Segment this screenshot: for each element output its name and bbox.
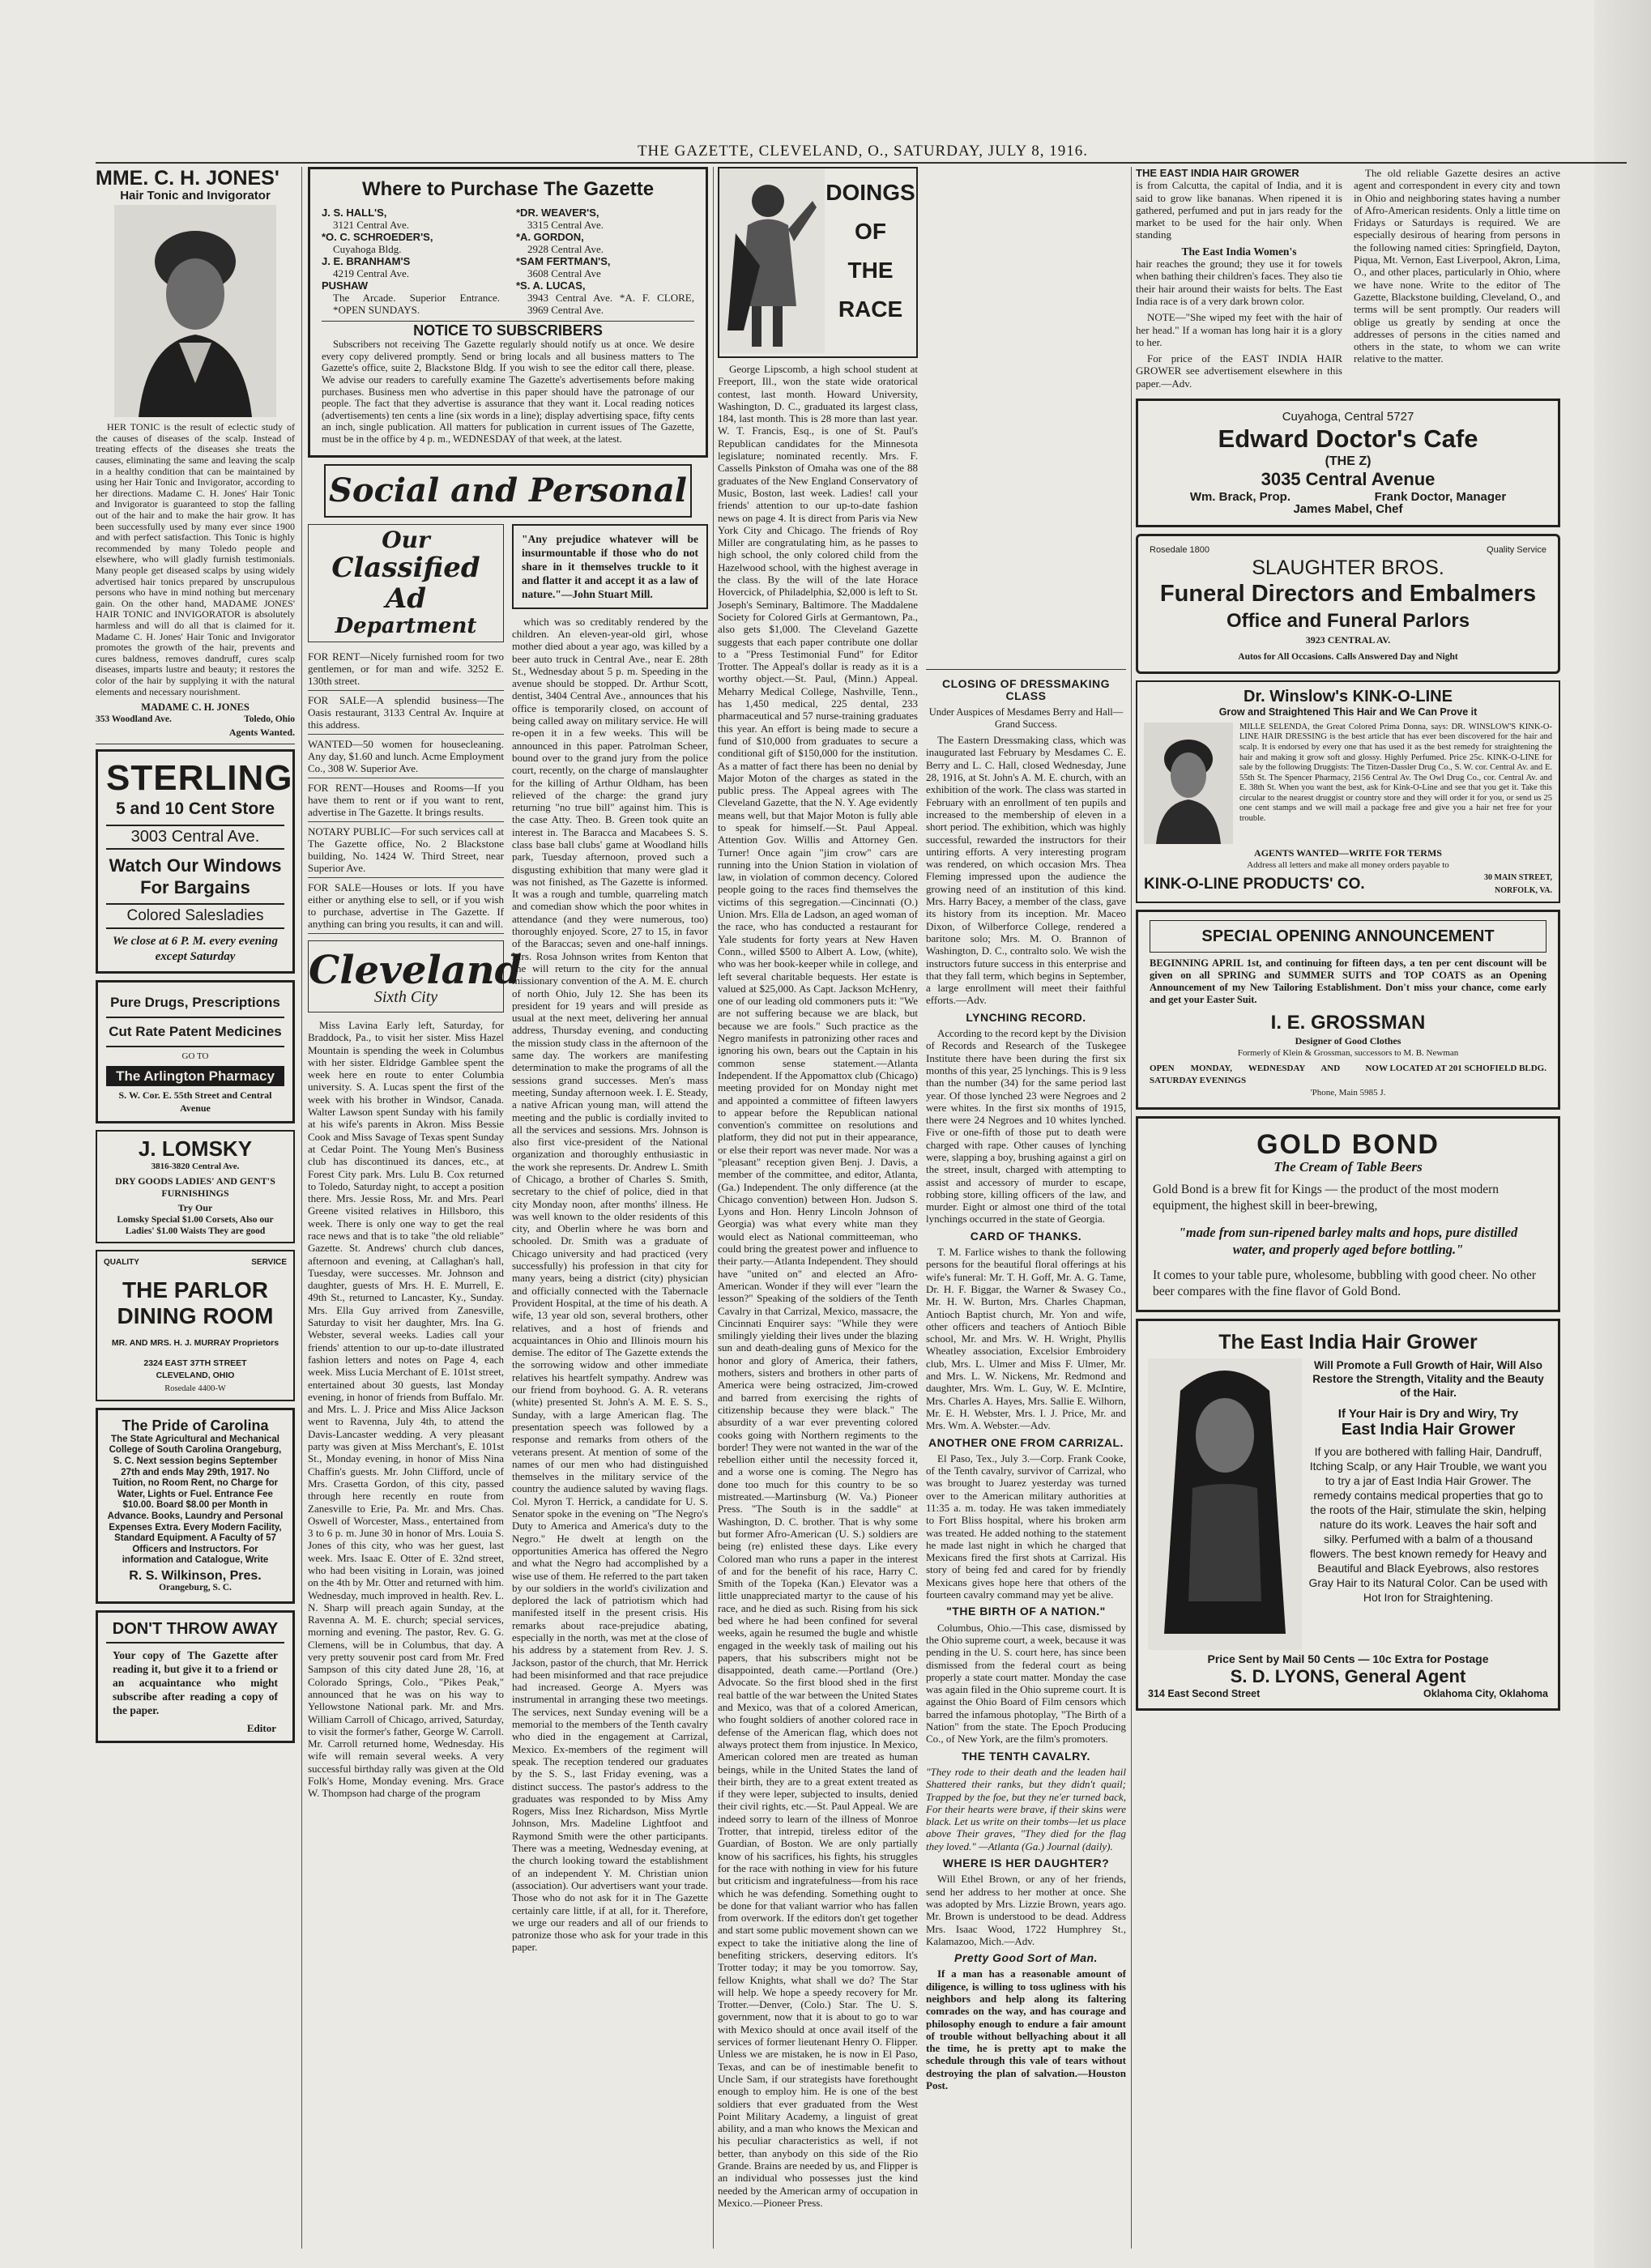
column-5 — [1136, 167, 1560, 2249]
carolina-city: Orangeburg, S. C. — [159, 1583, 232, 1593]
lynching-title: LYNCHING RECORD. — [966, 1010, 1086, 1024]
social-col3-body: which was so creditably rendered by the children. An eleven-year-old girl, whose mother died about a year ago, was killed by a beer auto truck in Central Ave., near E. 28th St., Wednesday about 5 p. m. Speeding in the avenue should be stopped. Dr. Arthur Scott, dentist, 3404 Central Ave., announces that his office is temporarily closed, on account of being called away on military service. He will re-open it in a few weeks. This will be announced in this paper. Patrolman Scheer, bound over to the grand jury from the police court, recently, on the charge of manslaughter for the killing of Arthur Oldham, has been relieved of the charge: the grand jury returning "no true bill" against him. This is the case Atty. Theo. B. Green took quite an interest in. The Baracca and Macabees S. S. class base ball clubs' game at Woodland hills park, Tuesday afternoon, proved such a disgusting exhibition that many were glad it was not finished, as The Gazette is informed. It was a rough and tumble, quarreling match and comedian show which the poor whites in attendance (and they were numerous, too) thoroughly enjoyed. Score, 27 to 15, in favor of the Baraccas; seven and one-half innings. Mrs. Rosa Johnson writes from Kenton that she will return to the city for the annual missionary convention of the A. M. E. church of north Ohio, July 12. She has been its president for 19 years and will preside as usual at the next meet, delivering her annual address, Thursday evening, and conducting the mission study class in the afternoon of the same day. The workers are manifesting determination to make the programs of all the sessions grand successes. Men's mass meeting, Sunday afternoon week. I. E. Steady, a native African young man, will attend the meeting and the public is cordially invited to all the services and sessions. Mrs. Johnson is also first vice-president of the National organization and thoroughly enthusiastic in the work she represents. Dr. Andrew L. Smith of Chicago, a brother of Charles S. Smith, secretary to the chief of police, died in that city Monday noon, after months' illness. He was well known to the older residents of this city, and Oberlin where he was born and schooled. Dr. Smith was a graduate of Chicago university and had practiced (very successfully) his profession in that city for many years, being a district (city) physician and officially connected with the Tabernacle Provident Hospital, at the time of his death. A wife, 13 year old son, several brothers, other relatives, and a host of friends and acquaintances in Ohio and Illinois mourn his demise. The editor of The Gazette extends the the sorrowing widow and other immediate relatives his heartfelt sympathy. Andrew was our friend from boyhood. G. A. R. veterans (white) presented St. John's A. M. E. S. S., Sunday, with a large American flag. The presentation speech was followed by a response and remarks from others of the veterans present. At mention of some of the names of our men who had distinguished themselves in the military service of the country the audience saluted by waving flags. Col. Myron T. Herrick, a candidate for U. S. Senator spoke in the evening on "The Negro's Duty to America and America's duty to the Negro." He dwelt at length on the opportunities America has offered the Negro and what the Negro had accomplished by a wise use of them. He referred to the part taken by our soldiers in the world's civilization and deplored the lack of patriotism which had manifested itself in the present crisis. His remarks about race-prejudice abating, especially in the north, was met at the close of his address by a statement from Rev. J. S. Jackson, pastor of the church, that Mr. Herrick had been misinformed and that race prejudice had increased. George A. Myers was instrumental in arranging these two meetings. The services, next Sunday evening will be a memorial to the members of the Tenth cavalry who died in the engagement at Carrizal, Mexico. Ex-members of the regiment will speak. The reception tendered our graduates by the S. S., last Friday evening, was a distinct success. The pastor's address to the graduates was responded to by Miss Amy Rogers, Miss Inez Richardson, Miss Myrtle Johnson, Mrs. Madeline Lightfoot and Raymond Smith were the other participants. There was a meeting, Wednesday evening, at the church looking toward the establishment of an independent Y. M. Christian union (association). Our advertisers want your trade. Those who do not ask for it in The Gazette certainly care little, if at all, for it. Therefore, we urge our readers and all of our friends to patronize those who ask for your trade in this paper. — [512, 615, 708, 1954]
where-item: *SAM FERTMAN'S, 3608 Central Ave — [516, 255, 611, 279]
social-personal-banner — [324, 464, 692, 518]
kinkoline-ad — [1136, 680, 1560, 902]
classified-our: Our — [382, 526, 430, 553]
arlington-cut-rate: Cut Rate Patent Medicines — [106, 1018, 284, 1047]
slaughter-ad — [1136, 534, 1560, 674]
sterling-watch: Watch Our Windows For Bargains — [109, 855, 282, 898]
eih-ad-price: Price Sent by Mail 50 Cents — 10c Extra for Postage — [1207, 1652, 1489, 1665]
where-item: *DR. WEAVER'S, 3315 Central Ave. — [516, 207, 604, 231]
where-list — [322, 207, 694, 316]
dressmaking-subtitle: Under Auspices of Mesdames Berry and Hall—Grand Success. — [928, 706, 1124, 730]
classified-department: Department — [335, 613, 477, 638]
where-to-purchase-box — [308, 167, 708, 458]
eih-price: For price of the EAST INDIA HAIR GROWER see advertisement elsewhere in this paper.—Adv. — [1136, 352, 1342, 390]
column-2-3 — [308, 167, 708, 2249]
where-item: *S. A. LUCAS, 3943 Central Ave. *A. F. CLORE, 3969 Central Ave. — [516, 279, 694, 316]
cafe-proprietor: Wm. Brack, Prop. — [1189, 489, 1291, 504]
social-columns — [308, 524, 708, 1958]
dont-throw-away-ad — [96, 1610, 295, 1743]
jones-portrait-image — [114, 205, 276, 417]
classified-header — [308, 524, 504, 642]
doings-illustration — [719, 168, 825, 353]
carolina-ad — [96, 1408, 295, 1604]
kinkoline-title: Dr. Winslow's KINK-O-LINE — [1244, 688, 1453, 706]
slaughter-autos: Autos for All Occasions. Calls Answered Day and Night — [1238, 652, 1458, 663]
where-item: PUSHAW The Arcade. Superior Entrance. *OPEN SUNDAYS. — [322, 279, 500, 316]
cafe-chef: James Mabel, Chef — [1293, 501, 1403, 516]
kinkoline-company: KINK-O-LINE PRODUCTS' CO. — [1144, 875, 1365, 893]
doings-left — [718, 167, 918, 2213]
tenth-title: THE TENTH CAVALRY. — [962, 1749, 1090, 1763]
dressmaking-title: CLOSING OF DRESSMAKING CLASS — [941, 677, 1110, 703]
grossman-body: BEGINNING APRIL 1st, and continuing for fifteen days, a ten per cent discount will be given on all SPRING and SUMMER SUITS and TOP COATS as an Opening Announcement of my New Tailoring Establishment. Don't miss your chance, come early and get your Easter Suit. — [1150, 957, 1546, 1005]
thanks-body: T. M. Farlice wishes to thank the following persons for the beautiful floral offerings at his wife's funeral: Mr. T. H. Goff, Mr. A. G. Tame, Dr. H. F. Biggar, the Warner & Swasey Co., Mr. H. W. Burton, Mrs. Charles Chapman, Antioch Baptist church, Mr. Yon and wife, other officers and teachers of Antioch Bible school, Mr. and Mrs. W. H. Wright, Phyllis Wheatley association, Excelsior Embroidery club, Mrs. L. Ulmer and Miss F. Ulmer, Mr. and Mrs. L. W. Nickens, Mr. Redmond and daughter, Mrs. Wm. L. Guy, W. E. McIntire, Mrs. Charles A. Hayes, Mrs. Sallie E. Wilhorn, Mr. E. H. Webster, Mrs. I. J. Price, Mr. and Mrs. Wm. A. Webster.—Adv. — [926, 1246, 1126, 1432]
classified-item: NOTARY PUBLIC—For such services call at The Gazette office, No. 2 Blackstone building, No. 1424 W. Third Street, near Superior Ave. — [308, 822, 504, 878]
sterling-ad — [96, 749, 295, 974]
gold-bond-body-2: It comes to your table pure, wholesome, bubbling with good cheer. No other beer compares with the fine flavor of Gold Bond. — [1153, 1268, 1537, 1298]
kinkoline-portrait — [1144, 723, 1233, 844]
pretty-title: Pretty Good Sort of Man. — [954, 1951, 1098, 1965]
gold-bond-quote: "made from sun-ripened barley malts and hops, pure distilled water, and properly aged before bottling." — [1178, 1224, 1518, 1257]
sterling-address: 3003 Central Ave. — [130, 828, 260, 846]
cafe-manager: Frank Doctor, Manager — [1374, 489, 1507, 504]
cleveland-title: Cleveland — [309, 947, 523, 993]
slaughter-funeral: Funeral Directors and Embalmers — [1159, 580, 1537, 607]
cafe-phone: Cuyahoga, Central 5727 — [1282, 410, 1414, 424]
eih-ad-text — [1308, 1358, 1548, 1650]
dont-throw-away-body: Your copy of The Gazette after reading it, but give it to a friend or an acquaintance who might subscribe after reading a copy of the paper. — [113, 1648, 278, 1716]
slaughter-phone: Rosedale 1800 — [1150, 545, 1210, 556]
carolina-title: The Pride of Carolina — [122, 1417, 269, 1434]
col5-top — [1136, 167, 1560, 394]
cafe-name: Edward Doctor's Cafe — [1218, 424, 1478, 454]
where-item: J. S. HALL'S, 3121 Central Ave. — [322, 207, 409, 231]
jones-title: MME. C. H. JONES' — [96, 167, 279, 190]
cafe-z: (THE Z) — [1325, 454, 1372, 469]
agents-notice — [1354, 167, 1560, 394]
kinkoline-agents: AGENTS WANTED—WRITE FOR TERMS — [1254, 846, 1442, 859]
eih-small-body: is from Calcutta, the capital of India, and it is said to grow like bananas. When ripened it is gathered, perfumed and put in jars ready for the market to be used for the hair only. When standing — [1136, 179, 1342, 241]
sterling-title: STERLING — [106, 758, 293, 799]
gold-bond-name: GOLD BOND — [1256, 1129, 1440, 1161]
slaughter-office: Office and Funeral Parlors — [1226, 609, 1470, 632]
parlor-proprietors: MR. AND MRS. H. J. MURRAY Proprietors — [111, 1337, 279, 1348]
carrizal-title: ANOTHER ONE FROM CARRIZAL. — [928, 1435, 1124, 1449]
kinkoline-body: MILLE SELENDA, the Great Colored Prima Donna, says: DR. WINSLOW'S KINK-O-LINE HAIR DRESSING is the best article that has ever been discovered for the hair and scalp. It is endorsed by every one that has used it as the best remedy for straightening the hair and making it grow soft and glossy. Highly Perfumed. Price 25c. KINK-O-LINE for sale by the following Druggists: The Titzen-Dassler Drug Co., S. W. cor. Central Av. and E. 55th St. The Spencer Pharmacy, 2156 Central Av. The Owl Drug Co., cor. Central Av. and E. 38th St. When you want the best, ask for Kink-O-Line and see that you get it. Take this circular to the nearest druggist or country store and they will order it for you, or send us 25 one cent stamps and we will mail a package free and give you a hair net free for your trouble. — [1239, 722, 1552, 824]
cafe-address: 3035 Central Avenue — [1261, 468, 1436, 489]
column-rule — [1131, 167, 1132, 2249]
where-title: Where to Purchase The Gazette — [361, 178, 655, 200]
grossman-name: I. E. GROSSMAN — [1270, 1011, 1426, 1034]
jones-city: Toledo, Ohio — [244, 714, 295, 725]
eih-note: NOTE—"She wiped my feet with the hair of her head." If a woman has long hair it is a glory to her. — [1136, 311, 1342, 348]
parlor-phone: Rosedale 4400-W — [164, 1383, 226, 1393]
parlor-address: 2324 EAST 37TH STREET — [143, 1358, 247, 1368]
lomsky-ad — [96, 1130, 295, 1244]
jones-portrait — [114, 205, 276, 417]
eih-ad-dry: If Your Hair is Dry and Wiry, Try — [1337, 1406, 1519, 1421]
page-edge-shadow — [1594, 0, 1651, 2268]
dressmaking-body: The Eastern Dressmaking class, which was inaugurated last February by Mesdames C. E. Berry and L. C. Hall, closed Wednesday, June 28, 1916, at St. John's A. M. E. church, with an exhibition of the work. The class was started in February with an enrollment of ten pupils and increased to the membership of eleven in a short period. The exhibition, which was highly successful, rewarded the instructors for their untiring efforts. A very interesting program was rendered, on which occasion Mrs. Thea Fleming impressed upon the audience the growing need of an institution of this kind. Mrs. Harry Bacey, a member of the class, gave its history from its inception. Mr. Maceo Dixon, of Wilberforce College, rendered a baritone solo; Mrs. M. O. Brannon of Washington, D. C., contralto solo. We wish the instructors future success in this enterprise and that they fall term, which begins in September, a large enrollment will meet their faithful efforts.—Adv. — [926, 734, 1126, 1007]
personals-body: Miss Lavina Early left, Saturday, for Braddock, Pa., to visit her sister. Miss Hazel Mountain is spending the week in Columbus with her sister. Eldridge Gamblee spent the week here en route to enter Columbia university. S. A. Lucas spent the first of the week with his brother in Windsor, Canada. Walter Lawson spent Sunday with his family at his wife's parents in Akron. Miss Bessie Cook and Miss Savage of Texas spent Sunday at Cedar Point. The Young Men's Business club has discontinued its dances, etc., at Forest City park. Mrs. Lulu B. Cox returned to Toledo, Saturday night, to accept a position there. Mrs. Jessie Ross, Mr. and Mrs. Pearl Greene visited relatives in Hillsboro, this week. There is only one way to get the real race news and that is to take "the old reliable" Gazette. St. Andrews' church club dances, afternoon and evening, at Callaghan's hall, Tuesday, were successes. Mr. Johnson and daughter, guests of Mrs. H. E. Murrell, E. 49th St., returned to Lancaster, Ky., Sunday. Mrs. Ella Guy arrived from Zanesville, Saturday to visit her daughter, Mrs. Ina G. Webster, several weeks. Ladies call your friends' attention to our up-to-date illustrated fashion letters and notes on Page 4, each week. Miss Lucia Merchant of E. 101st street, entertained about 30 guests, last Monday evening, in honor of friends from Buffalo. Mr. and Mrs. L. J. Price and Miss Alice Jackson went to Ravenna, July 4th, to attend the Davis-Lancaster wedding. A very pleasant party was given at Miss Merchant's, E. 101st St., Monday evening, in honor of Miss Nina Chaffin's guests. Mr. John Clifford, uncle of Mrs. Crasetta Gordon, of this city, passed through here recently en route from Zanesville to Erie, Pa. Mr. and Mrs. Chas. Oswell of Worcester, Mass., entertained from 3 to 6 p. m. June 30 in honor of Mrs. Louia S. Jones of this city, who was her guest, last week. Mrs. Isaac E. Otter of E. 32nd street, who had been visiting in Lorain, was joined on the 4th by Mr. Otter and returned with him. Wednesday, much improved in health. Rev. L. N. Sharp will preach again Sunday, at the Ravenna A. M. E. church; special services, morning and evening. The pastor, Rev. G. G. Clemens, will be in Columbus, that day. A very pretty souvenir post card from Mr. Fred Sampson of this city dated June 28, '16, at Colorado Springs, Colo., "Pikes Peak," announced that he was on his way to Yellowstone National park. Mr. and Mrs. William Carroll of Chicago, arrived, Saturday, to visit the former's father, George W. Carroll. Mr. Carroll returned home, Wednesday. His wife will remain several weeks. A very successful birthday rally was given at the Old Folk's Home, Monday evening. Mrs. Grace W. Thompson had charge of the program — [308, 1018, 504, 1800]
column-rule — [713, 167, 714, 2249]
doings-body: George Lipscomb, a high school student at Freeport, Ill., won the state wide oratorical contest, last month. Howard University, Washington, D. C., graduated its largest class, 184, last month. This is 28 more than last year. W. T. Francis, Esq., is one of St. Paul's Republican candidates for the Minnesota legislature; nominated recently. Mrs. F. Cassells Pinkston of Omaha was one of the 88 graduates of the New England Conservatory of Music, Boston, last week. Ladies! call your friends' attention to our up-to-date fashion news on page 4. It is direct from Paris via New York City and Chicago. The friends of Roy Miller are congratulating him, as he passes to high school, the only colored child from the Hazelwood school, with the highest average in the class. By the will of the late Horace Hovercick, of Philadelphia, $2,000 is left to St. Joseph's Seminary, Baltimore. The Maddalene Society for Colored Girls at Germantown, Pa., also gets $1,000. The Cleveland Gazette suggests that each paper contribute one dollar to a "Press Testimonial Fund" for Editor Trotter. The Appeal's dollar is ready as it is a worthy object.—St. Paul, (Minn.) Appeal. Meharry Medical College, Nashville, Tenn., has 1,450 medical, 225 dental, 233 pharmaceutical and 57 nurse-training graduates this year. An effort is being made to secure a fund of $10,000 from graduates to secure a conditional gift of $150,000 for the institution. As a matter of fact there has been no denial by Major Moton of the charges as stated in the public press. The Appeal agrees with The Cleveland Gazette, that the N. Y. Age evidently means well, but that Major Moton is fully able to speak for himself.—St. Paul Appeal. Attention Gov. Willis and Attorney Gen. Turner! Once again "jim crow" cars are running into the Union Station in violation of law, in violation of common decency. Colored people going to the races find themselves the victims of this segregation.—Cincinnati (O.) Union. Mrs. Ella de Ladson, an aged woman of the race, who has conducted a restaurant for Yale students for forty years at New Haven Conn., willed $500 to Albert A. Low, (white), who was her book-keeper while in college, and left several charitable bequests. Her estate is valued at $25,000. As Capt. Jackson McHenry, one of our leading old commoners puts it: "We are not suffering because we are black, but because we are fools." Such practice as the Negro manifests in patronizing other races and ignoring his own, bears out the Captain in his common sense statement.—Atlanta Independent. If the Appomattox club (Chicago) meeting provided for on Monday night met and appointed a committee of fifteen lawyers to appear before the Republican national convention's committee on resolutions and platform, they did not put in their appearance, or else their report was never made. Nor was a "pleasant" reception given Benj. J. Davis, a member of the committee, and editor, Atlanta, (Ga.) Independent. The only difference (at the Chicago convention) between Hon. Judson S. Lyons and Hon. Henry Lincoln Johnson of Georgia) was what every white man they would elect as National committeeman, who could bring the greatest power and influence to their party.—Atlanta Independent. They should have "united on" and elected an Afro-American. Wonder if they will ever "learn the lesson?" Speaking of the soldiers of the Tenth Cavalry in that Carrizal, Mexico, massacre, the Cincinnati Enquirer says: "While they were smilingly yielding their lives under the blazing sun and death-dealing guns of Mexico for the honor and glory of America, their fathers, mothers, sisters and brothers in other parts of America were being ostracized, Jim-crowed and barred from exercising the rights of citizenship because they were black." The absurdity of a war ever preventing colored cooks going with Northern regiments to the border! They were not wanted in the war of the rebellion either until the necessity forced it, and a worse one is coming. The Negro has done too much for this country to be so mistreated.—Martinsburg (W. Va.) Pioneer Press. "The South is in the saddle" at Washington, D. C. brother. That is why some but former Afro-American (U. S.) soldiers are being (re) enlisted these days. Like every Colored man who runs a paper in the interest of and for the benefit of his race, Harry C. Smith of the Topeka (Kan.) Elevator was a little unappreciated martyr to the cause of his race, and he died as such. Rising from his sick bed where he had been confined for several weeks, again he resumed the bugle and whistle engaged in the weekly task of mailing out his papers, that his subscribers might not be disappointed, death came.—Portland (Ore.) Advocate. So the first blood shed in the first real battle of the war between the United States and Mexico, was that of a colored American, who fought soldiers of another colored race in defense of the American flag, which does not always protect them from injustice. In Mexico, American colored men are treated as human beings, while in the United States the land of their birth, they are to a great extent treated as if they were leper, subjected to insults, denied their civil rights, etc.—St. Paul Appeal. We are indeed sorry to learn of the illness of Monroe Trotter, that intrepid, tireless editor of the Guardian, of Boston. We are only partially know of his sacrifices, his fights, his struggles for the race with nothing in view for his future but criticism and ingratefulness—from his race which he was defending. Something ought to be done for that valiant warrior who has fallen from overwork. If the editors don't get together and start some public movement shown can we expect to take the initiative along the line of benefiting strickers, deserving editors. It's Trotter today; it may be you tomorrow. Say, fellow Knights, what shall we do? The Star will help. We hope a speedy recovery for Mr. Trotter.—Denver, (Colo.) Star. The U. S. government, now that it is about to go to war with Mexico should at once avail itself of the services of former lieutenant Henry O. Flipper. Unless we are mistaken, he is now in El Paso, Texas, and can be of inestimable benefit to Uncle Sam, if our strategists have forethought enough to employ him. He is one of the best soldiers that ever graduated from the West Point Military Academy, a linguist of great ability, and a man who knows the Mexican and his peculiar characteristics as well, if not better, than anybody on this side of the Rio Grande. Brains are needed by us, and Flipper is an individual who possesses just the kind needed by the American army of occupation in Mexico.—Pioneer Press. — [718, 363, 918, 2209]
jones-agents: Agents Wanted. — [96, 727, 295, 744]
arlington-name: The Arlington Pharmacy — [106, 1066, 284, 1086]
masthead: THE GAZETTE, CLEVELAND, O., SATURDAY, JULY 8, 1916. — [637, 143, 1089, 160]
slaughter-name: SLAUGHTER BROS. — [1252, 556, 1444, 579]
classified-item: FOR RENT—Nicely furnished room for two gentlemen, or for man and wife. 3252 E. 130th street. — [308, 647, 504, 691]
gold-bond-body: Gold Bond is a brew fit for Kings — the product of the most modern equipment, the highest skill in beer-brewing, — [1153, 1182, 1500, 1213]
quote-box: "Any prejudice whatever will be insurmountable if those who do not share in it themselves truckle to it and flatter it and accept it as a law of nature."—John Stuart Mill. — [512, 524, 708, 609]
cleveland-header — [308, 940, 523, 1013]
lynching-body: According to the record kept by the Division of Records and Research of the Tuskegee Institute there have been during the first six months of this year, 25 lynchings. This is 9 less than the number (34) for the same period last year. Of those lynched 23 were Negroes and 2 were whites. In the first six months of 1915, there were 24 Negroes and 10 whites lynched. Five or one-fifth of those put to death were charged with rape. Other causes of lynching were, slapping a boy, brushing against a girl on the street, insult, charged with attempting to assist and accessory of murder to escape, robbing store, killing officers of the law, and murder. Eight or almost one third of the total lynchings occurred in the state of Georgia. — [926, 1027, 1126, 1226]
parlor-quality: QUALITY — [104, 1258, 139, 1268]
kinkoline-company-address: 30 MAIN STREET, NORFOLK, VA. — [1484, 873, 1552, 895]
social-personal-title: Social and Personal — [329, 471, 687, 509]
parlor-name: THE PARLOR DINING ROOM — [117, 1277, 274, 1328]
kinkoline-subtitle: Grow and Straightened This Hair and We Can Prove it — [1218, 706, 1478, 718]
doings-right — [926, 167, 1126, 2213]
jones-signature: MADAME C. H. JONES — [141, 701, 250, 714]
lomsky-address: 3816-3820 Central Ave. — [151, 1161, 240, 1171]
arlington-goto: GO TO — [181, 1051, 209, 1061]
eih-ad-portrait — [1148, 1358, 1302, 1650]
grossman-designer: Designer of Good Clothes — [1295, 1034, 1401, 1047]
social-left — [308, 524, 523, 1958]
slaughter-quality: Quality Service — [1487, 545, 1546, 556]
thanks-title: CARD OF THANKS. — [970, 1229, 1082, 1243]
grossman-title: SPECIAL OPENING ANNOUNCEMENT — [1150, 920, 1546, 953]
jones-subtitle: Hair Tonic and Invigorator — [120, 189, 271, 202]
classified-ad: Classified Ad — [331, 551, 480, 615]
dont-throw-away-title: DON'T THROW AWAY — [106, 1619, 284, 1643]
lomsky-try: Try Our — [177, 1202, 213, 1214]
eih-ad-title: The East India Hair Grower — [1218, 1330, 1478, 1354]
jones-body: HER TONIC is the result of eclectic study of the causes of diseases of the scalp. Instead of treating effects of the diseases she treats the causes, eliminating the same and leaving the scalp in a healthy condition that can be maintained by using her Hair Tonic and Invigorator, according to her directions. Madame C. H. Jones' Hair Tonic and Invigorator is guaranteed to stop the falling out of the hair and to make the hair grow. It has been successfully used by many ever since 1900 and with perfect satisfaction. This Tonic is highly recommended by many Toledo people and elsewhere, who will gladly furnish testimonials. Many people get diseased scalps by using widely advertised hair tonics prepared by unscrupulous persons who have in mind nothing but mercenary gain. On the other hand, MADAME JONES' HAIR TONIC and INVIGORATOR is absolutely harmless and will do all that is claimed for it. Madame C. H. Jones' Hair Tonic and Invigorator promotes the growth of the hair, prevents and cures baldness, removes dandruff, cures scalp diseases, imparts lustre and beauty; it restores the color of the hair by supplying it with the natural elements and necessary nourishment. — [96, 421, 295, 697]
parlor-service: SERVICE — [251, 1258, 287, 1268]
where-item: J. E. BRANHAM'S 4219 Central Ave. — [322, 255, 411, 279]
dont-throw-away-sign: Editor — [246, 1721, 276, 1734]
doings-columns — [718, 167, 1126, 2213]
carolina-body: The State Agricultural and Mechanical College of South Carolina Orangeburg, S. C. Next session begins September 27th and ends May 29th, 1917. No Tuition, no Room Rent, no Charge for Water, Lights or Fuel. Entrance Fee $10.00. Board $8.00 per Month in Advance. Books, Laundry and Personal Expenses Extra. Every Modern Facility, Standard Equipment. A Faculty of 57 Officers and Instructors. For information and Catalogue, Write — [107, 1434, 284, 1566]
grossman-location: NOW LOCATED AT 201 SCHOFIELD BLDG. — [1365, 1063, 1546, 1073]
column-4 — [718, 167, 1126, 2249]
grossman-formerly: Formerly of Klein & Grossman, successors to M. B. Newman — [1237, 1048, 1459, 1059]
carolina-president: R. S. Wilkinson, Pres. — [129, 1569, 262, 1584]
agents-body: The old reliable Gazette desires an active agent and correspondent in every city and town in Ohio and neighboring states having a number of Afro-American residents. Only a little time on Fridays or Saturdays is required. We are especially desirous of hearing from persons in the following named cities: Springfield, Dayton, Piqua, Mt. Vernon, East Liverpool, Akron, Lima, O., and other places, particularly in Ohio, where we have none. Write to the editor of The Gazette, Blackstone building, Cleveland, O., and terms will be sent promptly. Our readers will oblige us greatly by sending at once the addresses of persons in the cities named and others in the state, to whom we can write relative to the matter. — [1354, 167, 1560, 365]
grossman-ad — [1136, 910, 1560, 1110]
classified-item: FOR RENT—Houses and Rooms—If you have them to rent or if you want to rent, advertise in The Gazette. It brings results. — [308, 778, 504, 822]
slaughter-address: 3923 CENTRAL AV. — [1305, 633, 1391, 646]
birth-title: "THE BIRTH OF A NATION." — [946, 1605, 1106, 1618]
doings-title: DOINGS OF THE RACE — [826, 180, 915, 322]
sterling-salesladies: Colored Salesladies — [126, 907, 264, 925]
cleveland-subtitle: Sixth City — [373, 987, 438, 1006]
pretty-body: If a man has a reasonable amount of diligence, is willing to toss ugliness with his neighbors and help along its faltering comrades on the way, and has courage and philosophy enough to endure a fair amount of trouble without bellyaching about it all the time, he is pretty apt to make the schedule through this vale of tears without destroying the plan of salvation.—Houston Post. — [926, 1967, 1126, 2092]
cafe-ad — [1136, 399, 1560, 527]
sterling-close: We close at 6 P. M. every evening except Saturday — [113, 934, 278, 963]
parlor-city: CLEVELAND, OHIO — [156, 1371, 235, 1381]
arlington-address: S. W. Cor. E. 55th Street and Central Avenue — [118, 1089, 272, 1114]
daughter-title: WHERE IS HER DAUGHTER? — [942, 1857, 1110, 1870]
grossman-phone: 'Phone, Main 5985 J. — [1310, 1088, 1386, 1098]
eih-ad-city: Oklahoma City, Oklahoma — [1423, 1687, 1548, 1699]
grossman-open: OPEN MONDAY, WEDNESDAY AND SATURDAY EVENINGS — [1150, 1063, 1341, 1085]
column-1 — [96, 167, 295, 2249]
gold-bond-ad — [1136, 1116, 1560, 1311]
east-india-ad — [1136, 1319, 1560, 1712]
gold-bond-subtitle: The Cream of Table Beers — [1273, 1159, 1423, 1175]
lomsky-goods: DRY GOODS LADIES' AND GENT'S FURNISHINGS — [115, 1175, 275, 1200]
eih-ad-name: East India Hair Grower — [1341, 1420, 1516, 1439]
masthead-rule — [96, 162, 1627, 164]
notice-body: Subscribers not receiving The Gazette regularly should notify us at once. We desire every copy delivered promptly. Send or bring locals and all business matters to The Gazette's office, suite 2, Blackstone Bldg. If you wish to see the editor call there, please. We advise our readers to carefully examine The Gazette's advertisements before making purchases. Business men who advertise in this paper should have the patronage of our people. The fact that they advertise is assurance that they want it. Local reading notices (advertisements) ten cents a line (six words in a line); display advertising space, fifty cents an inch, single publication. All matters for publication in current issues of The Gazette, must be in the office by 4 p. m., WEDNESDAY of that week, at the latest. — [322, 339, 694, 446]
eih-ad-claims: Will Promote a Full Growth of Hair, Will Also Restore the Strength, Vitality and the Beauty of the Hair. — [1312, 1358, 1544, 1399]
eih-small-body-2: hair reaches the ground; they use it for towels when bathing their children's faces. They also tie their hair around their waists for belts. The East India race is of a very dark brown color. — [1136, 258, 1342, 307]
where-item: *O. C. SCHROEDER'S, Cuyahoga Bldg. — [322, 231, 433, 255]
eih-small-title: THE EAST INDIA HAIR GROWER — [1136, 167, 1299, 179]
eih-women: The East India Women's — [1181, 245, 1297, 258]
daughter-body: Will Ethel Brown, or any of her friends, send her address to her mother at once. She was adopted by Mrs. Lizzie Brown, years ago. Mr. Brown is understood to be dead. Address Mrs. Isaac Wood, 1722 Humphrey St., Kalamazoo, Mich.—Adv. — [926, 1873, 1126, 1947]
notice-title: NOTICE TO SUBSCRIBERS — [413, 322, 603, 339]
arlington-drugs: Pure Drugs, Prescriptions — [106, 989, 284, 1018]
lomsky-name: J. LOMSKY — [138, 1136, 253, 1161]
sterling-subtitle: 5 and 10 Cent Store — [115, 799, 275, 819]
birth-body: Columbus, Ohio.—This case, dismissed by the Ohio supreme court, a week, because it was pending in the U. S. court here, has since been dismissed from the federal court as being properly a state court matter. Monday the case was again filed in the Ohio supreme court. It is against the Ohio Board of Film censors which barred the infamous photoplay, "The Birth of a Nation" from the state. The Epoch Producing Co., of New York, are the film's promoters. — [926, 1621, 1126, 1746]
carrizal-body: El Paso, Tex., July 3.—Corp. Frank Cooke, of the Tenth cavalry, survivor of Carrizal, who was brought to Juarez yesterday was turned over to the American military authorities at 11:35 a. m. today. He was taken immediately to Fort Bliss hospital, where his broken arm was treated. He added nothing to the statement he made last night in which he charged that Mexicans fired the first shots at Carrizal. His story of being fed and cared for by friendly Mexicans gives hope here that others of the fourteen cavalry command may yet be alive. — [926, 1452, 1126, 1601]
classified-item: FOR SALE—A splendid business—The Oasis restaurant, 3133 Central Av. Inquire at this address. — [308, 691, 504, 735]
eih-ad-address: 314 East Second Street — [1148, 1687, 1261, 1699]
doings-banner — [718, 167, 918, 358]
kinkoline-address-note: Address all letters and make all money orders payable to — [1247, 860, 1449, 871]
social-right — [512, 524, 708, 1958]
where-left — [322, 207, 500, 316]
classified-item: FOR SALE—Houses or lots. If you have either or anything else to sell, or if you wish to purchase, advertise in The Gazette. If anything can bring you results, it can and will. — [308, 878, 504, 934]
lomsky-special: Lomsky Special $1.00 Corsets, Also our Ladies' $1.00 Waists They are good — [117, 1215, 274, 1237]
parlor-ad — [96, 1250, 295, 1400]
eih-ad-agent: S. D. LYONS, General Agent — [1230, 1665, 1466, 1686]
classified-item: WANTED—50 women for housecleaning. Any day, $1.60 and lunch. Acme Employment Co., 308 W. Superior Ave. — [308, 735, 504, 778]
jones-address: 353 Woodland Ave. — [96, 714, 172, 725]
where-right — [516, 207, 694, 316]
eih-ad-body: If you are bothered with falling Hair, Dandruff, Itching Scalp, or any Hair Trouble, we want you to try a jar of East India Hair Grower. The remedy contains medical properties that go to the roots of the Hair, stimulate the skin, helping nature do its work. Leaves the hair soft and silky. Perfumed with a balm of a thousand flowers. The best known remedy for Heavy and Beautiful and Black Eyebrows, also restores Gray Hair to its Natural Color. Can be used with Hot Iron for Straightening. — [1308, 1444, 1548, 1604]
arlington-ad — [96, 980, 295, 1123]
east-india-notice — [1136, 167, 1342, 394]
column-rule — [301, 167, 302, 2249]
tenth-poem: "They rode to their death and the leaden hail Shattered their ranks, but they didn't quail; Trapped by the foe, but they ne'er turned back, For their hearts were brave, if their skins were black. Let us write on their tombs—let us place above Their graves, "They died for the flag they loved." —Atlanta (Ga.) Journal (daily). — [926, 1765, 1126, 1852]
where-item: *A. GORDON, 2928 Central Ave. — [516, 231, 604, 255]
